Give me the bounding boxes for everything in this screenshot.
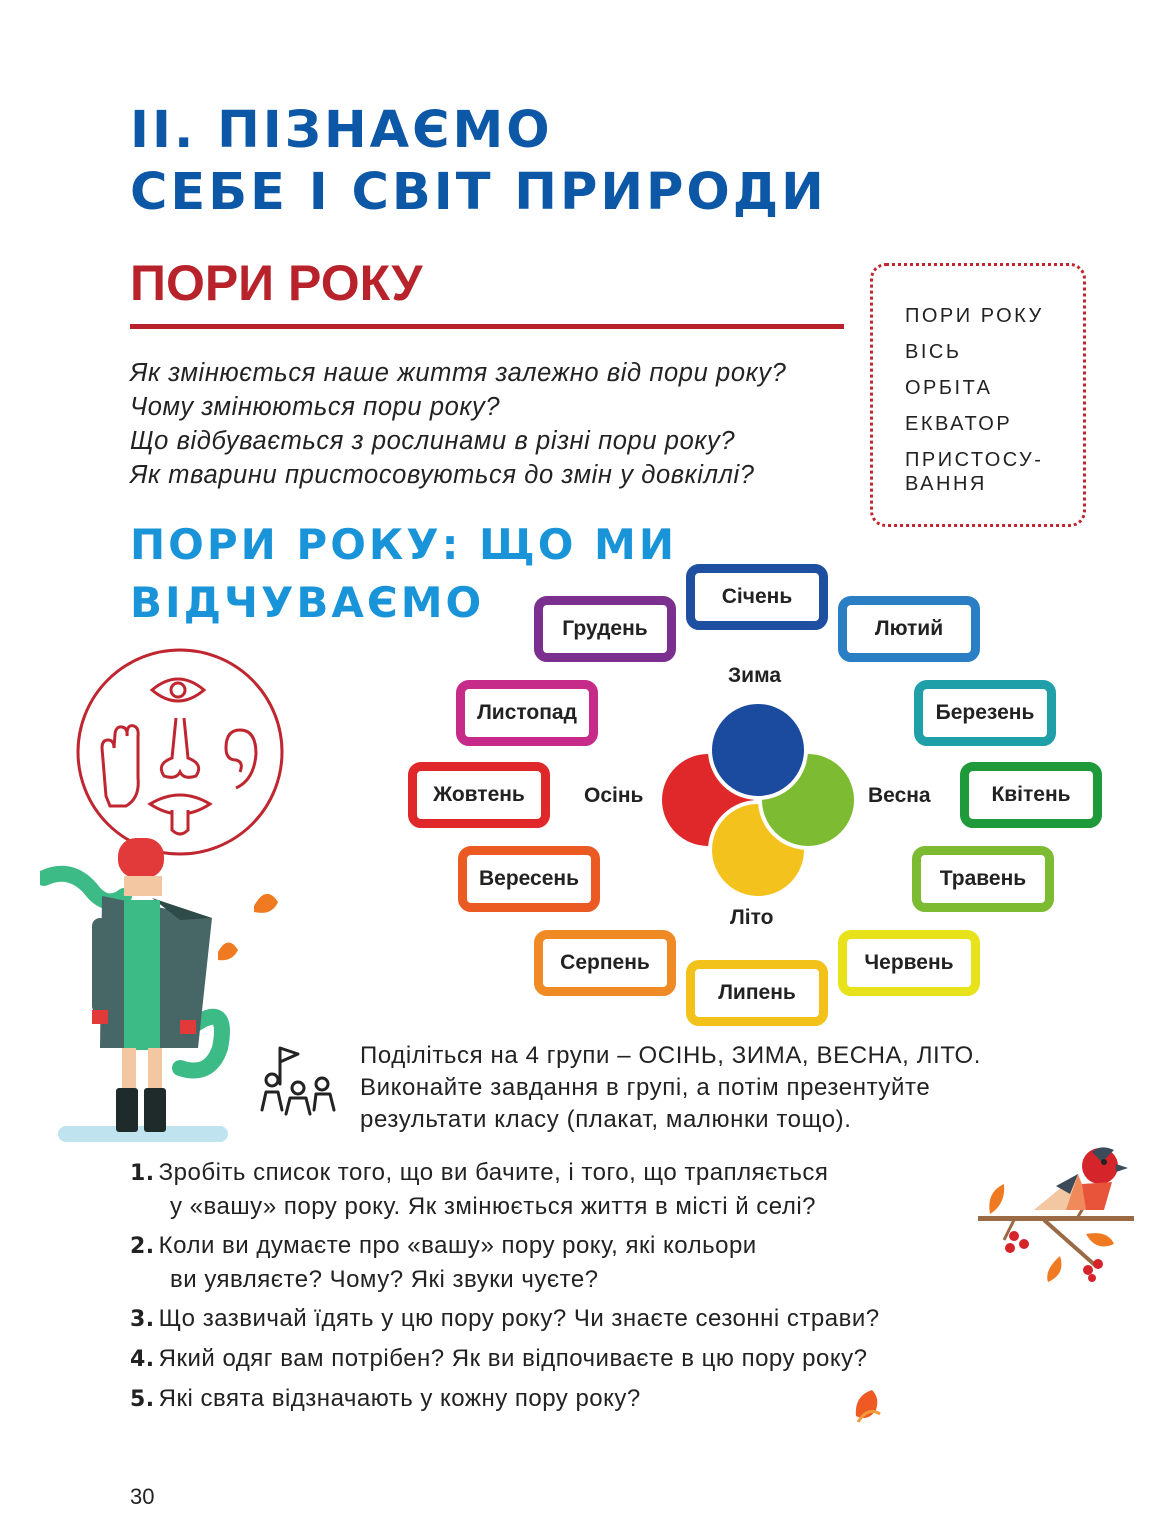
task-item — [130, 1156, 880, 1223]
task-intro — [360, 1040, 981, 1136]
page-number: 30 — [130, 1484, 155, 1509]
keyword: ПОРИ РОКУ — [905, 305, 1044, 327]
autumn-leaf-icon — [850, 1386, 890, 1426]
autumn-leaf-icon — [218, 894, 278, 960]
month-december: Грудень — [534, 596, 676, 662]
mouth-icon — [150, 795, 210, 834]
title-divider — [130, 324, 844, 329]
question: Що відбувається з рослинами в різні пори року? — [130, 427, 736, 455]
season-label-winter: Зима — [728, 664, 782, 687]
task-number: 3. — [130, 1307, 155, 1332]
lesson-title: ПОРИ РОКУ — [130, 255, 423, 311]
task-intro-line: Виконайте завдання в групі, а потім презентуйте — [360, 1074, 931, 1101]
month-may: Травень — [912, 846, 1054, 912]
task-item — [130, 1229, 880, 1296]
month-january: Січень — [686, 564, 828, 630]
nose-icon — [161, 718, 198, 777]
task-text: Зробіть список того, що ви бачите, і того, що трапляється — [158, 1159, 829, 1186]
seasons-circles — [650, 690, 870, 910]
season-label-summer: Літо — [730, 906, 774, 929]
keyword: ПРИСТОСУ-ВАННЯ — [905, 449, 1044, 495]
bullfinch-illustration — [974, 1144, 1138, 1284]
month-november: Листопад — [456, 680, 598, 746]
month-june: Червень — [838, 930, 980, 996]
ear-icon — [226, 730, 256, 788]
task-number: 1. — [130, 1161, 155, 1186]
question: Як змінюється наше життя залежно від пори року? — [130, 359, 787, 387]
month-august: Серпень — [534, 930, 676, 996]
task-text: Що зазвичай їдять у цю пору року? Чи знаєте сезонні страви? — [158, 1305, 880, 1332]
task-number: 4. — [130, 1347, 155, 1372]
keyword: ВІСЬ — [905, 341, 962, 363]
bird — [1034, 1147, 1128, 1210]
eye-icon — [152, 679, 204, 701]
task-item — [130, 1302, 880, 1336]
keywords-list — [905, 304, 1075, 508]
month-october: Жовтень — [408, 762, 550, 828]
task-text: Коли ви думаєте про «вашу» пору року, які кольори — [158, 1232, 757, 1259]
season-label-spring: Весна — [868, 784, 931, 807]
winter-circle — [710, 702, 806, 798]
girl-figure — [92, 838, 212, 1132]
keyword: ЕКВАТОР — [905, 413, 1013, 435]
senses-circle — [78, 650, 282, 854]
task-text: Який одяг вам потрібен? Як ви відпочиваєте в цю пору року? — [158, 1345, 868, 1372]
ice-puddle — [58, 1126, 228, 1142]
month-february: Лютий — [838, 596, 980, 662]
month-march: Березень — [914, 680, 1056, 746]
task-item — [130, 1382, 880, 1416]
question: Чому змінюються пори року? — [130, 393, 501, 421]
task-text: ви уявляєте? Чому? Які звуки чуєте? — [170, 1266, 599, 1293]
task-text: у «вашу» пору року. Як змінюється життя в місті й селі? — [170, 1193, 817, 1220]
keyword: ОРБІТА — [905, 377, 993, 399]
section-title-line-1: ПОРИ РОКУ: ЩО МИ — [130, 520, 677, 569]
month-april: Квітень — [960, 762, 1102, 828]
group-work-icon — [258, 1044, 338, 1118]
task-intro-line: Поділіться на 4 групи – ОСІНЬ, ЗИМА, ВЕСНА, ЛІТО. — [360, 1042, 982, 1069]
keywords-box — [870, 263, 1086, 527]
question: Як тварини пристосовуються до змін у довкіллі? — [130, 461, 755, 489]
task-intro-line: результати класу (плакат, малюнки тощо). — [360, 1106, 852, 1133]
chapter-title-line-2: СЕБЕ І СВІТ ПРИРОДИ — [130, 163, 827, 222]
section-title-line-2: ВІДЧУВАЄМО — [130, 578, 485, 627]
task-item — [130, 1342, 880, 1376]
seasons-wheel — [400, 560, 1120, 1040]
tasks-list — [130, 1156, 880, 1422]
season-label-autumn: Осінь — [584, 784, 644, 807]
month-september: Вересень — [458, 846, 600, 912]
chapter-title — [130, 100, 827, 224]
month-july: Липень — [686, 960, 828, 1026]
task-number: 2. — [130, 1234, 155, 1259]
chapter-title-line-1: II. ПІЗНАЄМО — [130, 101, 553, 160]
hand-icon — [102, 726, 138, 806]
task-text: Які свята відзначають у кожну пору року? — [158, 1385, 641, 1412]
intro-questions — [130, 356, 786, 492]
task-number: 5. — [130, 1387, 155, 1412]
